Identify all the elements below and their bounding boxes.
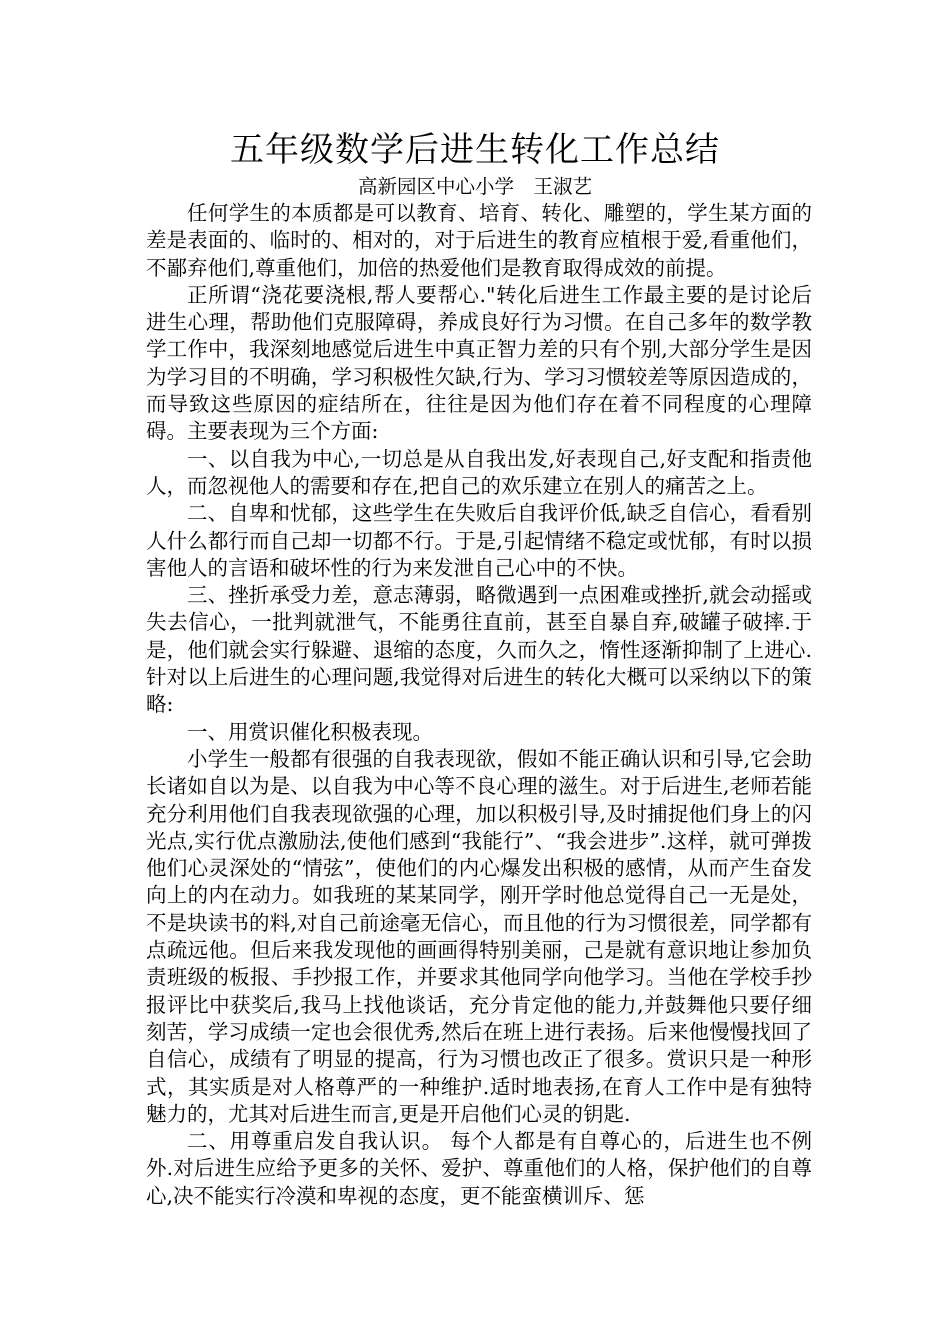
body-paragraph: 二、自卑和忧郁，这些学生在失败后自我评价低,缺乏自信心，看看别人什么都行而自己却一切都不行。于是,引起情绪不稳定或忧郁，有时以损害他人的言语和破坏性的行为来发泄自己心中的不快。 xyxy=(146,501,812,580)
document-title: 五年级数学后进生转化工作总结 xyxy=(230,130,720,170)
body-paragraph: 任何学生的本质都是可以教育、培育、转化、雕塑的，学生某方面的差是表面的、临时的、相对的，对于后进生的教育应植根于爱,看重他们，不鄙弃他们,尊重他们，加倍的热爱他们是教育取得成效的前提。 xyxy=(146,201,812,280)
document-body xyxy=(146,200,812,1210)
body-paragraph: 三、挫折承受力差，意志薄弱，略微遇到一点困难或挫折,就会动摇或失去信心，一批判就泄气，不能勇往直前，甚至自暴自弃,破罐子破摔.于是，他们就会实行躲避、退缩的态度，久而久之，惰性逐渐抑制了上进心.针对以上后进生的心理问题,我觉得对后进生的转化大概可以采纳以下的策略: xyxy=(146,583,812,717)
author-byline: 高新园区中心小学 王淑艺 xyxy=(357,175,592,198)
body-paragraph: 小学生一般都有很强的自我表现欲，假如不能正确认识和引导,它会助长诸如自以为是、以自我为中心等不良心理的滋生。对于后进生,老师若能充分利用他们自我表现欲强的心理，加以积极引导,及时捕捉他们身上的闪光点,实行优点激励法,使他们感到“我能行”、“我会进步”.这样，就可弹拨他们心灵深处的“情弦”，使他们的内心爆发出积极的感情，从而产生奋发向上的内在动力。如我班的某某同学，刚开学时他总觉得自己一无是处，不是块读书的料,对自己前途毫无信心，而且他的行为习惯很差，同学都有点疏远他。但后来我发现他的画画得特别美丽，己是就有意识地让参加负责班级的板报、手抄报工作，并要求其他同学向他学习。当他在学校手抄报评比中获奖后,我马上找他谈话，充分肯定他的能力,并鼓舞他只要仔细刻苦，学习成绩一定也会很优秀,然后在班上进行表扬。后来他慢慢找回了自信心，成绩有了明显的提高，行为习惯也改正了很多。赏识只是一种形式，其实质是对人格尊严的一种维护.适时地表扬,在育人工作中是有独特魅力的，尤其对后进生而言,更是开启他们心灵的钥匙. xyxy=(146,746,812,1126)
section-heading: 一、用赏识催化积极表现。 xyxy=(187,719,433,744)
body-paragraph: 二、用尊重启发自我认识。 每个人都是有自尊心的，后进生也不例外.对后进生应给予更多的关怀、爱护、尊重他们的人格，保护他们的自尊心,决不能实行冷漠和卑视的态度，更不能蛮横训斥、惩 xyxy=(146,1129,812,1208)
body-paragraph: 正所谓“浇花要浇根,帮人要帮心."转化后进生工作最主要的是讨论后进生心理，帮助他们克服障碍，养成良好行为习惯。在自己多年的数学教学工作中，我深刻地感觉后进生中真正智力差的只有个别,大部分学生是因为学习目的不明确，学习积极性欠缺,行为、学习习惯较差等原因造成的，而导致这些原因的症结所在，往往是因为他们存在着不同程度的心理障碍。主要表现为三个方面: xyxy=(146,282,812,444)
body-paragraph: 一、以自我为中心,一切总是从自我出发,好表现自己,好支配和指责他人，而忽视他人的需要和存在,把自己的欢乐建立在别人的痛苦之上。 xyxy=(146,446,812,498)
